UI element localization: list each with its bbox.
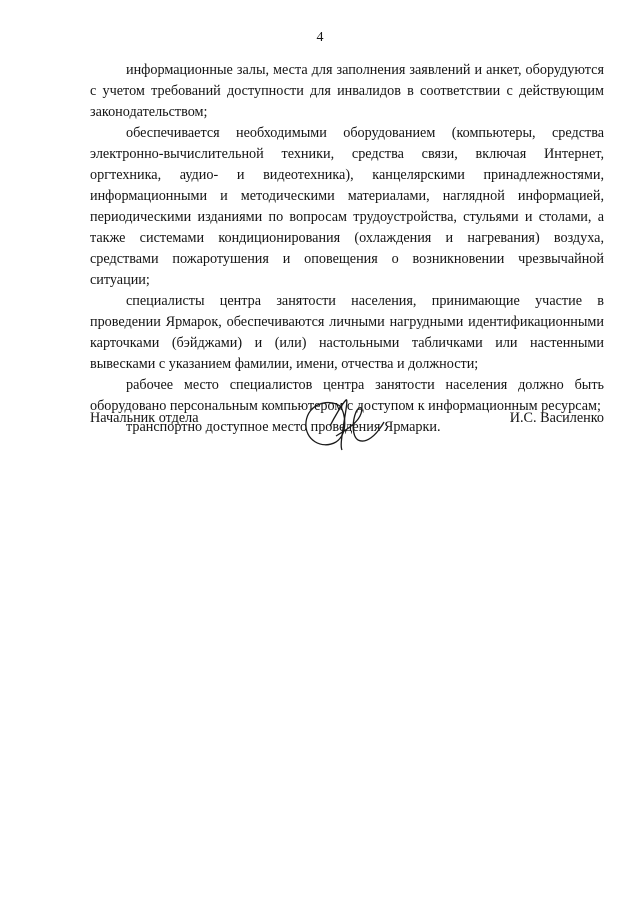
handwritten-signature [300,396,400,454]
paragraph: транспортно доступное место проведения Ярмарки. [126,419,441,435]
paragraph: рабочее место специалистов центра занятости населения должно быть оборудовано персональным компьютером с доступом к информационным ресурсам; [90,377,604,414]
paragraph: обеспечивается необходимыми оборудованием (компьютеры, средства электронно-вычислительной техники, средства связи, включая Интернет, оргтехника, аудио- и видеотехника), канцелярскими принадлежностями, информационными и методическими материалами, наглядной информацией, периодическими изданиями по вопросам трудоустройства, стульями и столами, а также системами кондиционирования (охлаждения и нагревания) воздуха, средствами пожаротушения и оповещения о возникновении чрезвычайной ситуации; [90,125,604,288]
signature-block [90,398,604,458]
signatory-position: Начальник отдела [90,410,199,426]
document-body [90,60,604,438]
paragraph: специалисты центра занятости населения, принимающие участие в проведении Ярмарок, обеспечиваются личными нагрудными идентификационными карточками (бэйджами) и (или) настольными табличками или настенными вывесками с указанием фамилии, имени, отчества и должности; [90,293,604,372]
page-number: 4 [316,30,324,45]
signatory-name: И.С. Василенко [509,410,604,426]
paragraph: информационные залы, места для заполнения заявлений и анкет, оборудуются с учетом требований доступности для инвалидов в соответствии с действующим законодательством; [90,62,604,120]
